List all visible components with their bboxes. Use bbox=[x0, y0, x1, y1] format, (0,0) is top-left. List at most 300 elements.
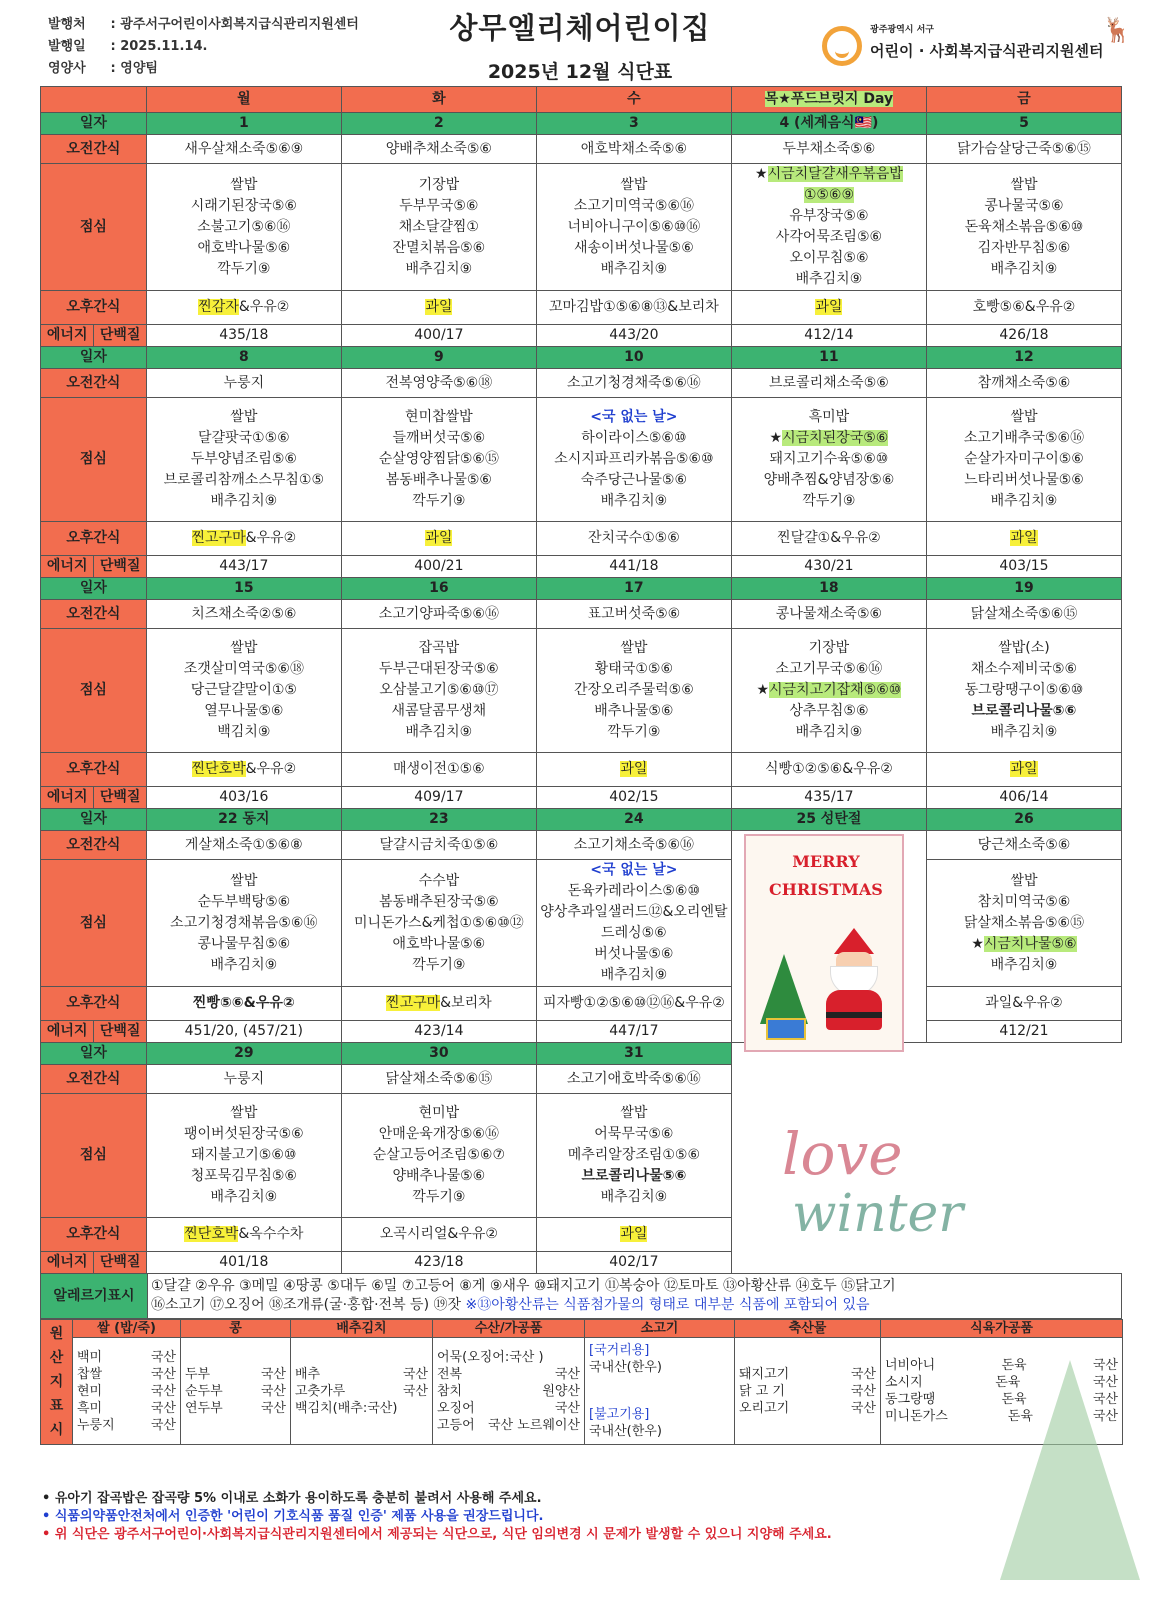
date-cell: 3 bbox=[536, 113, 731, 135]
origin-rice-item-part: 국산 bbox=[150, 1349, 176, 1365]
menu-item: 들깨버섯국⑤⑥ bbox=[392, 430, 486, 446]
origin-rice-item-part: 현미 bbox=[77, 1383, 103, 1399]
pm-snack-text: 과일 bbox=[1010, 761, 1038, 777]
allergy-legend bbox=[40, 1273, 1122, 1319]
menu-item: 당근달걀말이①⑤ bbox=[190, 682, 297, 698]
origin-processed-item-part: 동그랑땡 bbox=[885, 1392, 936, 1408]
menu-item: 기장밥 bbox=[808, 640, 850, 656]
allergy-text bbox=[151, 1277, 896, 1315]
lunch-cell bbox=[341, 629, 536, 753]
origin-kimchi-item-part: 백김치(배추:국산) bbox=[295, 1400, 398, 1416]
origin-rice-item-part: 백미 bbox=[77, 1349, 103, 1365]
origin-rice-item bbox=[77, 1383, 176, 1400]
protein-label: 단백질 bbox=[93, 556, 145, 577]
am-snack-cell: 누룽지 bbox=[146, 369, 341, 398]
menu-item: 채소수제비국⑤⑥ bbox=[970, 661, 1078, 677]
pm-snack-text: 피자빵①②⑤⑥⑩⑫⑯&우유② bbox=[542, 995, 725, 1011]
menu-item: 쌀밥 bbox=[620, 176, 648, 193]
origin-kimchi-item bbox=[295, 1400, 428, 1417]
menu-item: 순살고등어조림⑤⑥⑦ bbox=[372, 1147, 506, 1163]
santa-body bbox=[826, 990, 882, 1030]
logo-top-text: 광주광역시 서구 bbox=[870, 25, 934, 35]
page-subtitle: 2025년 12월 식단표 bbox=[487, 61, 673, 83]
pm-snack-cell bbox=[731, 753, 926, 787]
pm-snack-cell bbox=[146, 753, 341, 787]
menu-item: 새송이버섯나물⑤⑥ bbox=[574, 239, 694, 256]
energy-label: 에너지 bbox=[46, 1254, 88, 1270]
menu-item: 너비아니구이⑤⑥⑩⑯ bbox=[567, 218, 701, 235]
pm-snack-cell bbox=[146, 291, 341, 325]
menu-item: 팽이버섯된장국⑤⑥ bbox=[183, 1126, 304, 1142]
pm-snack-text: 과일&우유② bbox=[985, 995, 1063, 1011]
menu-item: 브로콜리나물⑤⑥ bbox=[581, 1168, 687, 1184]
allergy-line-2: ⑯소고기 ⑰오징어 ⑱조개류(굴·홍합·전복 등) ⑲잣 bbox=[151, 1297, 462, 1313]
row-label-pm-snack: 오후간식 bbox=[41, 987, 147, 1021]
origin-bean-item-part: 국산 bbox=[260, 1383, 286, 1399]
menu-item: 배추김치⑨ bbox=[210, 1189, 278, 1205]
menu-item: 깍두기⑨ bbox=[412, 956, 466, 973]
row-label-lunch: 점심 bbox=[41, 629, 147, 753]
date-cell: 15 bbox=[146, 578, 341, 600]
spinach-highlight: 시금치나물⑤⑥ bbox=[983, 935, 1077, 952]
menu-item: 배추김치⑨ bbox=[990, 956, 1058, 973]
food-bridge-day-label: 목★푸드브릿지 Day bbox=[764, 91, 894, 107]
pm-snack-cell bbox=[926, 522, 1121, 556]
day-header: 화 bbox=[341, 87, 536, 113]
lunch-cell bbox=[926, 860, 1121, 987]
origin-header: 수산/가공품 bbox=[433, 1320, 585, 1338]
am-snack-cell: 소고기청경채죽⑤⑥⑯ bbox=[536, 369, 731, 398]
energy-label: 에너지 bbox=[46, 558, 88, 574]
date-cell: 24 bbox=[536, 809, 731, 831]
menu-item: <국 없는 날> bbox=[590, 862, 678, 878]
origin-processed-item-part: 미니돈가스 bbox=[885, 1409, 948, 1425]
menu-item: 애호박나물⑤⑥ bbox=[197, 239, 291, 256]
menu-item: 배추김치⑨ bbox=[600, 967, 668, 983]
pm-snack-text-highlight: 찐감자 bbox=[198, 299, 239, 315]
pm-snack-cell bbox=[341, 522, 536, 556]
date-cell: 30 bbox=[341, 1043, 536, 1065]
menu-item: 황태국①⑤⑥ bbox=[594, 661, 673, 677]
energy-cell: 447/17 bbox=[536, 1021, 731, 1043]
menu-item: 현미밥 bbox=[418, 1105, 460, 1121]
menu-item: 김자반무침⑤⑥ bbox=[977, 239, 1071, 256]
origin-processed-item-part: 국산 bbox=[1092, 1358, 1118, 1374]
origin-beef-item: 국내산(한우) bbox=[589, 1360, 662, 1376]
energy-cell: 402/17 bbox=[536, 1252, 731, 1274]
menu-item: ★시금치된장국⑤⑥ bbox=[769, 430, 889, 446]
menu-item: 버섯나물⑤⑥ bbox=[594, 946, 674, 962]
pm-snack-cell bbox=[536, 1218, 731, 1252]
menu-item: 조갯살미역국⑤⑥⑱ bbox=[183, 661, 304, 677]
energy-cell: 451/20, (457/21) bbox=[146, 1021, 341, 1043]
row-label-pm-snack: 오후간식 bbox=[41, 522, 147, 556]
lunch-cell bbox=[731, 629, 926, 753]
am-snack-cell: 달걀시금치죽①⑤⑥ bbox=[341, 831, 536, 860]
row-label-lunch: 점심 bbox=[41, 860, 147, 987]
center-logo bbox=[822, 16, 1132, 72]
day-header bbox=[731, 87, 926, 113]
menu-item: 배추김치⑨ bbox=[405, 724, 473, 740]
date-cell: 18 bbox=[731, 578, 926, 600]
origin-processed-item-part: 돈육 bbox=[1001, 1392, 1027, 1408]
footer-line-2: • 식품의약품안전처에서 인증한 '어린이 기호식품 품질 인증' 제품 사용을 권장드립니다. bbox=[42, 1509, 544, 1524]
day-header: 월 bbox=[146, 87, 341, 113]
origin-kimchi-item bbox=[295, 1366, 428, 1383]
menu-item: 수수밥 bbox=[418, 872, 460, 889]
am-snack-cell: 표고버섯죽⑤⑥ bbox=[536, 600, 731, 629]
origin-kimchi-item-part: 국산 bbox=[402, 1366, 428, 1382]
lunch-cell bbox=[341, 1094, 536, 1218]
lunch-cell bbox=[536, 398, 731, 522]
menu-item: 오이무침⑤⑥ bbox=[789, 250, 869, 266]
pm-snack-text-highlight: 찐단호박 bbox=[184, 1226, 239, 1242]
origin-seafood-item-part: 원양산 bbox=[542, 1383, 580, 1399]
menu-item: 동그랑땡구이⑤⑥⑩ bbox=[964, 682, 1084, 698]
lunch-cell bbox=[926, 398, 1121, 522]
menu-item: 순두부백탕⑤⑥ bbox=[197, 893, 291, 910]
lunch-cell bbox=[146, 1094, 341, 1218]
lunch-cell bbox=[341, 860, 536, 987]
row-label-energy bbox=[41, 787, 147, 809]
row-label-am-snack: 오전간식 bbox=[41, 369, 147, 398]
origin-label bbox=[41, 1320, 73, 1445]
menu-item: 흑미밥 bbox=[808, 409, 850, 425]
origin-kimchi-item-part: 배추 bbox=[295, 1366, 321, 1382]
winter-text: winter bbox=[792, 1184, 964, 1244]
spinach-highlight: 시금치달걀새우볶음밥①⑤⑥⑨ bbox=[767, 166, 903, 203]
protein-label: 단백질 bbox=[93, 1021, 145, 1042]
menu-item: 오삼불고기⑤⑥⑩⑰ bbox=[379, 682, 499, 698]
energy-cell: 402/15 bbox=[536, 787, 731, 809]
santa-icon bbox=[820, 928, 888, 1038]
am-snack-cell: 새우살채소죽⑤⑥⑨ bbox=[146, 135, 341, 164]
allergy-label: 알레르기표시 bbox=[41, 1274, 148, 1318]
origin-seafood-item-part: 어묵(오징어:국산 ) bbox=[437, 1349, 544, 1365]
row-label-energy bbox=[41, 1252, 147, 1274]
menu-item: ★시금치나물⑤⑥ bbox=[971, 935, 1077, 952]
day-header: 금 bbox=[926, 87, 1121, 113]
page-title: 상무엘리체어린이집 bbox=[449, 11, 711, 45]
date-cell: 5 bbox=[926, 113, 1121, 135]
date-cell: 10 bbox=[536, 347, 731, 369]
row-label-date: 일자 bbox=[41, 578, 147, 600]
energy-label: 에너지 bbox=[46, 789, 88, 805]
menu-item: 간장오리주물럭⑤⑥ bbox=[574, 682, 694, 698]
origin-rice-item bbox=[77, 1400, 176, 1417]
energy-cell: 406/14 bbox=[926, 787, 1121, 809]
row-label-am-snack: 오전간식 bbox=[41, 831, 147, 860]
pm-snack-cell bbox=[536, 987, 731, 1021]
energy-cell: 423/14 bbox=[341, 1021, 536, 1043]
date-cell: 1 bbox=[146, 113, 341, 135]
pm-snack-text: 과일 bbox=[620, 761, 648, 777]
pm-snack-cell bbox=[536, 753, 731, 787]
menu-item: 사각어묵조림⑤⑥ bbox=[775, 229, 883, 245]
am-snack-cell: 당근채소죽⑤⑥ bbox=[926, 831, 1121, 860]
pm-snack-text: 찐고구마&보리차 bbox=[386, 995, 492, 1011]
pm-snack-text: 찐감자&우유② bbox=[198, 299, 290, 315]
am-snack-cell: 브로콜리채소죽⑤⑥ bbox=[731, 369, 926, 398]
origin-seafood-item bbox=[437, 1383, 580, 1400]
origin-beef-item: 국내산(한우) bbox=[589, 1424, 662, 1440]
pm-snack-text-highlight: 찐단호박 bbox=[191, 761, 246, 777]
row-label-lunch: 점심 bbox=[41, 164, 147, 291]
menu-item: ★시금치달걀새우볶음밥①⑤⑥⑨ bbox=[755, 166, 903, 203]
origin-kimchi-item-part: 고춧가루 bbox=[295, 1383, 346, 1399]
origin-bean bbox=[181, 1338, 291, 1445]
footer-line-1: • 유아기 잡곡밥은 잡곡량 5% 이내로 소화가 용이하도록 충분히 불려서 사용해 주세요. bbox=[42, 1491, 542, 1506]
spinach-highlight: 시금치된장국⑤⑥ bbox=[782, 430, 889, 446]
row-label-energy bbox=[41, 556, 147, 578]
menu-item: 배추김치⑨ bbox=[990, 493, 1058, 509]
date-cell: 8 bbox=[146, 347, 341, 369]
menu-item: 어묵무국⑤⑥ bbox=[594, 1126, 674, 1142]
origin-processed-item-part: 소시지 bbox=[885, 1375, 923, 1391]
menu-item: 소고기배추국⑤⑥⑯ bbox=[963, 430, 1085, 446]
issuer-info: 발행처 : 광주서구어린이사회복지급식관리지원센터 발행일 : 2025.11.14. 영양사 : 영양팀 bbox=[48, 14, 359, 80]
pm-snack-cell bbox=[146, 522, 341, 556]
origin-processed-item-part: 돈육 bbox=[995, 1375, 1021, 1391]
origin-kimchi-item-part: 국산 bbox=[402, 1383, 428, 1399]
lunch-cell bbox=[926, 629, 1121, 753]
origin-seafood-item-part: 국산 노르웨이산 bbox=[487, 1417, 580, 1433]
origin-table bbox=[40, 1319, 1123, 1445]
origin-bean-item bbox=[185, 1400, 286, 1417]
energy-cell: 403/15 bbox=[926, 556, 1121, 578]
menu-item: 배추김치⑨ bbox=[795, 724, 863, 740]
menu-item: 배추김치⑨ bbox=[990, 260, 1058, 277]
menu-item: 메추리알장조림①⑤⑥ bbox=[567, 1147, 701, 1163]
origin-processed-item-part: 돈육 bbox=[1001, 1358, 1027, 1374]
date-cell: 12 bbox=[926, 347, 1121, 369]
menu-item: 소고기무국⑤⑥⑯ bbox=[775, 661, 883, 677]
pm-snack-text-highlight: 찐고구마 bbox=[386, 995, 441, 1011]
menu-item: 쌀밥 bbox=[230, 640, 258, 656]
protein-label: 단백질 bbox=[93, 325, 145, 346]
energy-cell: 443/17 bbox=[146, 556, 341, 578]
menu-item: 쌀밥 bbox=[230, 176, 258, 193]
menu-item: 쌀밥 bbox=[1010, 872, 1038, 889]
lunch-cell bbox=[536, 860, 731, 987]
menu-item: <국 없는 날> bbox=[590, 409, 678, 425]
pm-snack-cell bbox=[341, 291, 536, 325]
spinach-highlight: 시금치고기잡채⑤⑥⑩ bbox=[769, 682, 902, 698]
christmas-card bbox=[744, 834, 904, 1052]
row-label-date: 일자 bbox=[41, 347, 147, 369]
row-label-date: 일자 bbox=[41, 113, 147, 135]
menu-item: 깍두기⑨ bbox=[217, 260, 271, 277]
pm-snack-text: 과일 bbox=[620, 1226, 648, 1242]
menu-item: 쌀밥 bbox=[230, 872, 258, 889]
row-label-pm-snack: 오후간식 bbox=[41, 753, 147, 787]
am-snack-cell: 전복영양죽⑤⑥⑱ bbox=[341, 369, 536, 398]
date-cell: 26 bbox=[926, 809, 1121, 831]
dietitian: 영양팀 bbox=[120, 61, 158, 76]
origin-label-char: 원 bbox=[49, 1326, 64, 1342]
energy-label: 에너지 bbox=[46, 1023, 88, 1039]
row-label-energy bbox=[41, 325, 147, 347]
energy-cell: 441/18 bbox=[536, 556, 731, 578]
menu-table bbox=[40, 86, 1122, 1274]
pm-snack-text: 찐고구마&우유② bbox=[191, 530, 297, 546]
origin-kimchi-item bbox=[295, 1383, 428, 1400]
lunch-cell bbox=[341, 398, 536, 522]
pm-snack-cell bbox=[146, 1218, 341, 1252]
menu-item: 배추김치⑨ bbox=[405, 260, 473, 277]
origin-bean-item bbox=[185, 1366, 286, 1383]
origin-meat-item-part: 오리고기 bbox=[739, 1400, 790, 1416]
energy-cell: 412/14 bbox=[731, 325, 926, 347]
origin-bean-item-part: 두부 bbox=[185, 1366, 211, 1382]
pm-snack-text: 찐단호박&우유② bbox=[191, 761, 297, 777]
date-cell: 22 동지 bbox=[146, 809, 341, 831]
origin-rice-item-part: 국산 bbox=[150, 1366, 176, 1382]
row-label-date: 일자 bbox=[41, 809, 147, 831]
menu-item: 쌀밥 bbox=[620, 640, 648, 656]
menu-item: 두부무국⑤⑥ bbox=[399, 197, 479, 214]
santa-hat bbox=[834, 928, 874, 954]
pm-snack-text: 식빵①②⑤⑥&우유② bbox=[765, 761, 893, 777]
smile-logo-icon bbox=[822, 26, 862, 66]
menu-item: 쌀밥 bbox=[230, 409, 258, 425]
menu-item: 콩나물무침⑤⑥ bbox=[197, 935, 291, 952]
am-snack-cell: 게살채소죽①⑤⑥⑧ bbox=[146, 831, 341, 860]
menu-item: 배추김치⑨ bbox=[990, 724, 1058, 740]
energy-cell: 435/18 bbox=[146, 325, 341, 347]
menu-item: 양배추찜&양념장⑤⑥ bbox=[763, 472, 895, 488]
origin-processed-item-part: 너비아니 bbox=[885, 1358, 936, 1374]
menu-item: 봄동배추된장국⑤⑥ bbox=[378, 893, 499, 910]
menu-item: 소고기미역국⑤⑥⑯ bbox=[573, 197, 695, 214]
date-cell: 2 bbox=[341, 113, 536, 135]
row-label-energy bbox=[41, 1021, 147, 1043]
energy-cell: 423/18 bbox=[341, 1252, 536, 1274]
menu-item: 깍두기⑨ bbox=[607, 724, 661, 740]
row-label-lunch: 점심 bbox=[41, 398, 147, 522]
origin-processed-item-part: 국산 bbox=[1092, 1392, 1118, 1408]
pm-snack-text: 과일 bbox=[1010, 530, 1038, 546]
gift-icon bbox=[766, 1018, 806, 1040]
origin-label-char: 시 bbox=[49, 1422, 64, 1438]
energy-cell: 403/16 bbox=[146, 787, 341, 809]
menu-item: 기장밥 bbox=[418, 176, 460, 193]
origin-meat-item-part: 국산 bbox=[850, 1400, 876, 1416]
energy-cell: 443/20 bbox=[536, 325, 731, 347]
issue-date: 2025.11.14. bbox=[120, 39, 208, 54]
menu-item: 돈육채소볶음⑤⑥⑩ bbox=[964, 218, 1084, 235]
am-snack-cell: 참깨채소죽⑤⑥ bbox=[926, 369, 1121, 398]
menu-item: 쌀밥 bbox=[230, 1105, 258, 1121]
origin-rice-item-part: 찹쌀 bbox=[77, 1366, 103, 1382]
origin-rice bbox=[73, 1338, 181, 1445]
publisher: 광주서구어린이사회복지급식관리지원센터 bbox=[120, 17, 359, 32]
date-cell: 29 bbox=[146, 1043, 341, 1065]
energy-label: 에너지 bbox=[46, 327, 88, 343]
pm-snack-text: 오곡시리얼&우유② bbox=[379, 1226, 498, 1242]
pm-snack-cell: 찐빵⑤⑥&우유② bbox=[146, 987, 341, 1021]
origin-label-char: 지 bbox=[49, 1374, 64, 1390]
pm-snack-text: 찐단호박&옥수수차 bbox=[184, 1226, 304, 1242]
menu-item: 배추김치⑨ bbox=[795, 271, 863, 287]
pm-snack-cell bbox=[731, 291, 926, 325]
menu-item: 깍두기⑨ bbox=[412, 1189, 466, 1205]
am-snack-cell: 양배추채소죽⑤⑥ bbox=[341, 135, 536, 164]
origin-header: 배추김치 bbox=[291, 1320, 433, 1338]
christmas-tree-icon bbox=[760, 954, 808, 1024]
menu-item: 숙주당근나물⑤⑥ bbox=[580, 472, 688, 488]
origin-processed-item-part: 국산 bbox=[1092, 1375, 1118, 1391]
pm-snack-cell bbox=[341, 753, 536, 787]
day-header: 수 bbox=[536, 87, 731, 113]
menu-item: 소시지파프리카볶음⑤⑥⑩ bbox=[554, 451, 714, 467]
origin-rice-item-part: 누룽지 bbox=[77, 1417, 115, 1433]
origin-meat-item-part: 닭 고 기 bbox=[739, 1383, 785, 1399]
menu-item: 두부근대된장국⑤⑥ bbox=[378, 661, 499, 677]
date-cell: 17 bbox=[536, 578, 731, 600]
menu-item: 참치미역국⑤⑥ bbox=[977, 893, 1071, 910]
pm-snack-text: 과일 bbox=[815, 299, 843, 315]
am-snack-cell: 닭가슴살당근죽⑤⑥⑮ bbox=[926, 135, 1121, 164]
origin-header: 콩 bbox=[181, 1320, 291, 1338]
origin-bean-item-part: 국산 bbox=[260, 1366, 286, 1382]
menu-item: 미니돈가스&케첩①⑤⑥⑩⑫ bbox=[353, 914, 524, 931]
energy-cell: 435/17 bbox=[731, 787, 926, 809]
lunch-cell bbox=[146, 398, 341, 522]
pm-snack-text: 과일 bbox=[425, 530, 453, 546]
origin-seafood-item-part: 오징어 bbox=[437, 1400, 475, 1416]
menu-item: 배추김치⑨ bbox=[600, 1189, 668, 1205]
lunch-cell bbox=[731, 164, 926, 291]
origin-seafood bbox=[433, 1338, 585, 1445]
date-cell: 11 bbox=[731, 347, 926, 369]
am-snack-cell: 닭살채소죽⑤⑥⑮ bbox=[926, 600, 1121, 629]
menu-item: 잡곡밥 bbox=[418, 640, 460, 656]
menu-item: 청포묵김무침⑤⑥ bbox=[190, 1168, 297, 1184]
origin-rice-item bbox=[77, 1349, 176, 1366]
energy-cell: 409/17 bbox=[341, 787, 536, 809]
menu-item: 상추무침⑤⑥ bbox=[789, 703, 869, 719]
energy-cell: 426/18 bbox=[926, 325, 1121, 347]
menu-item: 달걀팟국①⑤⑥ bbox=[197, 430, 290, 446]
row-label-date: 일자 bbox=[41, 1043, 147, 1065]
origin-beef-item: [불고기용] bbox=[589, 1407, 650, 1423]
footer-line-3: • 위 식단은 광주서구어린이·사회복지급식관리지원센터에서 제공되는 식단으로, 식단 임의변경 시 문제가 발생할 수 있으니 지양해 주세요. bbox=[42, 1527, 832, 1542]
origin-seafood-item bbox=[437, 1366, 580, 1383]
footer-notes bbox=[42, 1490, 832, 1544]
menu-item: 쌀밥 bbox=[1010, 176, 1038, 193]
origin-seafood-item bbox=[437, 1400, 580, 1417]
menu-item: 순살영양찜닭⑤⑥⑮ bbox=[378, 451, 499, 467]
pm-snack-cell bbox=[731, 522, 926, 556]
pm-snack-text: 과일 bbox=[425, 299, 453, 315]
lunch-cell bbox=[536, 629, 731, 753]
lunch-cell bbox=[146, 860, 341, 987]
menu-item: 순살가자미구이⑤⑥ bbox=[964, 451, 1084, 467]
date-cell: 9 bbox=[341, 347, 536, 369]
pm-snack-text: 매생이전①⑤⑥ bbox=[392, 761, 485, 777]
pm-snack-cell bbox=[926, 291, 1121, 325]
am-snack-cell: 소고기양파죽⑤⑥⑯ bbox=[341, 600, 536, 629]
date-cell: 31 bbox=[536, 1043, 731, 1065]
am-snack-cell: 소고기채소죽⑤⑥⑯ bbox=[536, 831, 731, 860]
allergy-line-1: ①달걀 ②우유 ③메밀 ④땅콩 ⑤대두 ⑥밀 ⑦고등어 ⑧게 ⑨새우 ⑩돼지고기 ⑪복숭아 ⑫토마토 ⑬아황산류 ⑭호두 ⑮닭고기 bbox=[151, 1278, 896, 1294]
origin-rice-item bbox=[77, 1366, 176, 1383]
menu-item: 현미찹쌀밥 bbox=[405, 409, 473, 425]
allergy-note: ※⑬아황산류는 식품첨가물의 형태로 대부분 식품에 포함되어 있음 bbox=[465, 1297, 870, 1313]
date-cell: 4 (세계음식🇲🇾) bbox=[731, 113, 926, 135]
protein-label: 단백질 bbox=[93, 1252, 145, 1273]
